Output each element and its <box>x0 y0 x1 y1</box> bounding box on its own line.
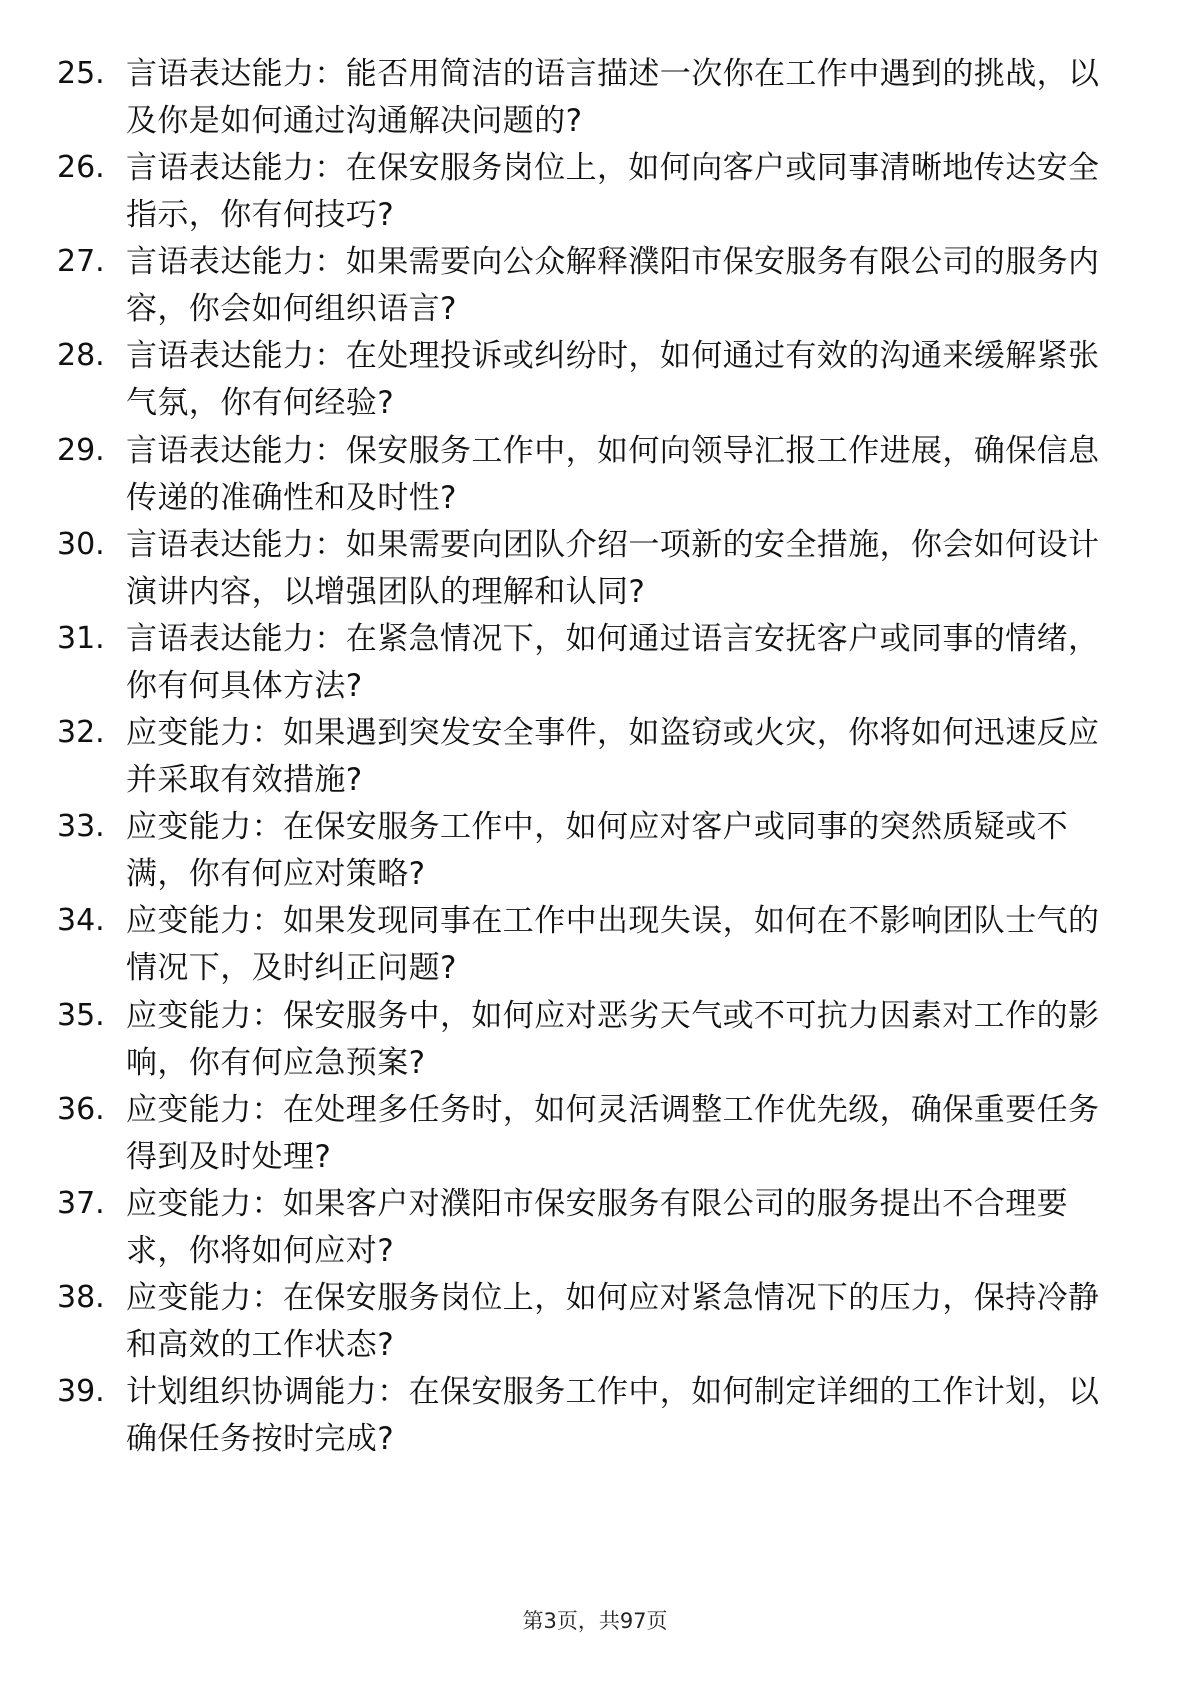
question-item-37 <box>0 1181 1190 1271</box>
question-text: 言语表达能力：保安服务工作中，如何向领导汇报工作进展，确保信息传递的准确性和及时性? <box>126 433 1100 516</box>
question-text: 言语表达能力：如果需要向团队介绍一项新的安全措施，你会如何设计演讲内容，以增强团队的理解和认同? <box>126 527 1100 610</box>
question-text: 应变能力：如果遇到突发安全事件，如盗窃或火灾，你将如何迅速反应并采取有效措施? <box>126 715 1100 798</box>
question-number: 35. <box>57 998 105 1033</box>
question-number: 36. <box>57 1092 105 1127</box>
question-text: 言语表达能力：如果需要向公众解释濮阳市保安服务有限公司的服务内容，你会如何组织语言? <box>126 244 1100 327</box>
question-number: 33. <box>57 809 105 844</box>
question-item-31 <box>0 616 1190 706</box>
question-number: 39. <box>57 1374 105 1409</box>
question-number: 37. <box>57 1186 105 1221</box>
question-text: 言语表达能力：能否用简洁的语言描述一次你在工作中遇到的挑战，以及你是如何通过沟通解决问题的? <box>126 56 1100 139</box>
question-item-29 <box>0 428 1190 518</box>
question-number: 26. <box>57 150 105 185</box>
question-item-27 <box>0 239 1190 329</box>
question-item-33 <box>0 804 1190 894</box>
question-text: 应变能力：在保安服务岗位上，如何应对紧急情况下的压力，保持冷静和高效的工作状态? <box>126 1280 1100 1363</box>
question-item-34 <box>0 898 1190 988</box>
question-number: 25. <box>57 56 105 91</box>
question-item-30 <box>0 522 1190 612</box>
question-item-26 <box>0 145 1190 235</box>
question-number: 30. <box>57 527 105 562</box>
question-text: 应变能力：在处理多任务时，如何灵活调整工作优先级，确保重要任务得到及时处理? <box>126 1092 1100 1175</box>
question-text: 言语表达能力：在紧急情况下，如何通过语言安抚客户或同事的情绪，你有何具体方法? <box>126 621 1100 704</box>
question-number: 34. <box>57 903 105 938</box>
question-number: 27. <box>57 244 105 279</box>
question-item-39 <box>0 1369 1190 1459</box>
question-number: 32. <box>57 715 105 750</box>
question-number: 28. <box>57 338 105 373</box>
question-text: 言语表达能力：在保安服务岗位上，如何向客户或同事清晰地传达安全指示，你有何技巧? <box>126 150 1100 233</box>
question-item-28 <box>0 333 1190 423</box>
question-text: 计划组织协调能力：在保安服务工作中，如何制定详细的工作计划，以确保任务按时完成? <box>126 1374 1100 1457</box>
question-item-35 <box>0 993 1190 1083</box>
question-item-25 <box>0 51 1190 141</box>
question-text: 应变能力：如果客户对濮阳市保安服务有限公司的服务提出不合理要求，你将如何应对? <box>126 1186 1068 1269</box>
page-number-footer: 第3页，共97页 <box>522 1609 668 1633</box>
question-number: 29. <box>57 433 105 468</box>
question-number: 31. <box>57 621 105 656</box>
question-item-38 <box>0 1275 1190 1365</box>
question-text: 应变能力：在保安服务工作中，如何应对客户或同事的突然质疑或不满，你有何应对策略? <box>126 809 1068 892</box>
question-text: 应变能力：保安服务中，如何应对恶劣天气或不可抗力因素对工作的影响，你有何应急预案? <box>126 998 1100 1081</box>
question-text: 言语表达能力：在处理投诉或纠纷时，如何通过有效的沟通来缓解紧张气氛，你有何经验? <box>126 338 1100 421</box>
question-item-32 <box>0 710 1190 800</box>
question-number: 38. <box>57 1280 105 1315</box>
question-text: 应变能力：如果发现同事在工作中出现失误，如何在不影响团队士气的情况下，及时纠正问题? <box>126 903 1100 986</box>
question-item-36 <box>0 1087 1190 1177</box>
